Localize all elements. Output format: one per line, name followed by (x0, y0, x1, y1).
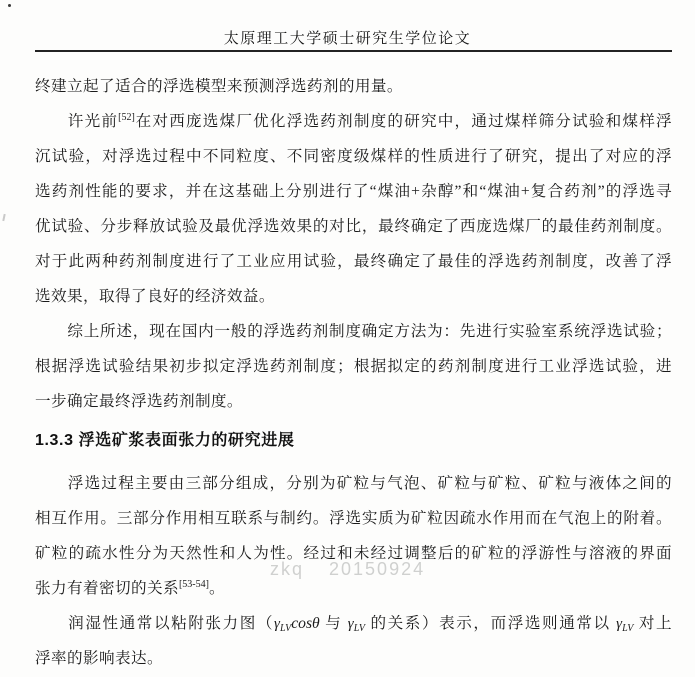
text-run: 的关系）表示，而浮选则通常以 (365, 615, 617, 632)
text-run: 选药剂性能的要求，并在这基础上分别进行了“煤油+杂醇”和“煤油+复合药剂”的浮选寻 (35, 183, 672, 200)
text-line (35, 536, 672, 571)
gamma-symbol: γ (347, 616, 354, 632)
citation-ref: [53-54] (178, 578, 209, 590)
text-run: 优试验、分步释放试验及最优浮选效果的对比，最终确定了西庞选煤厂的最佳药剂制度。 (35, 218, 672, 235)
gamma-subscript: LV (622, 623, 634, 634)
scan-artifact-tick (2, 214, 5, 221)
text-line (35, 209, 672, 244)
section-heading-1-3-3: 1.3.3 浮选矿浆表面张力的研究进展 (35, 432, 295, 449)
text-run: 浮率的影响表达。 (35, 650, 163, 667)
text-run: 在对西庞选煤厂优化浮选药剂制度的研究中，通过煤样筛分试验和煤样浮 (134, 113, 672, 130)
text-run: 一步确定最终浮选药剂制度。 (35, 393, 243, 410)
gamma-subscript: LV (353, 623, 366, 634)
text-run: 根据浮选试验结果初步拟定浮选药剂制度；根据拟定的药剂制度进行工业浮选试验，进 (35, 358, 672, 375)
gamma-subscript: LV (279, 623, 292, 634)
text-line (35, 466, 672, 501)
gamma-symbol: γ (274, 616, 280, 632)
text-line (35, 384, 672, 419)
text-line (35, 571, 672, 606)
text-run: 终建立起了适合的浮选模型来预测浮选药剂的用量。 (35, 78, 403, 95)
text-run: 张力有着密切的关系 (35, 580, 179, 597)
text-line (35, 349, 672, 384)
text-line (35, 69, 672, 104)
scan-artifact-dot (8, 4, 11, 7)
text-run: 许光前 (67, 113, 119, 130)
watermark-text: zkq 20150924 (270, 559, 426, 579)
math-gamma-lv-cos-theta (274, 615, 320, 632)
text-run: 润湿性通常以粘附张力图（ (67, 615, 275, 632)
text-line (35, 174, 672, 209)
math-gamma-lv (616, 615, 633, 632)
text-run: 对上 (633, 615, 672, 632)
text-line (35, 104, 672, 139)
text-line (35, 244, 672, 279)
text-run: 沉试验，对浮选过程中不同粒度、不同密度级煤样的性质进行了研究，提出了对应的浮 (35, 148, 672, 165)
gamma-symbol: γ (616, 616, 623, 632)
text-line (35, 314, 672, 349)
text-run: 矿粒的疏水性分为天然性和人为性。经过和未经过调整后的矿粒的浮游性与溶液的界面 (35, 545, 672, 562)
text-line (35, 501, 672, 536)
text-run: 综上所述，现在国内一般的浮选药剂制度确定方法为：先进行实验室系统浮选试验； (67, 323, 672, 340)
text-run: 浮选过程主要由三部分组成，分别为矿粒与气泡、矿粒与矿粒、矿粒与液体之间的 (67, 475, 672, 492)
text-run: 选效果，取得了良好的经济效益。 (35, 288, 275, 305)
citation-ref: [52] (118, 111, 135, 123)
text-run: 。 (208, 580, 225, 597)
text-run: 对于此两种药剂制度进行了工业应用试验，最终确定了最佳的浮选药剂制度，改善了浮 (35, 253, 672, 270)
math-gamma-lv (348, 615, 365, 632)
header-rule (35, 50, 672, 52)
text-run: 与 (319, 615, 348, 632)
body-text-column (35, 69, 672, 676)
text-line (35, 641, 672, 676)
text-line (35, 279, 672, 314)
text-line (35, 606, 672, 641)
text-line (35, 139, 672, 174)
running-head-title: 太原理工大学硕士研究生学位论文 (223, 31, 472, 47)
text-run: 相互作用。三部分作用相互联系与制约。浮选实质为矿粒因疏水作用而在气泡上的附着。 (35, 510, 672, 527)
cos-theta: cosθ (291, 615, 320, 632)
